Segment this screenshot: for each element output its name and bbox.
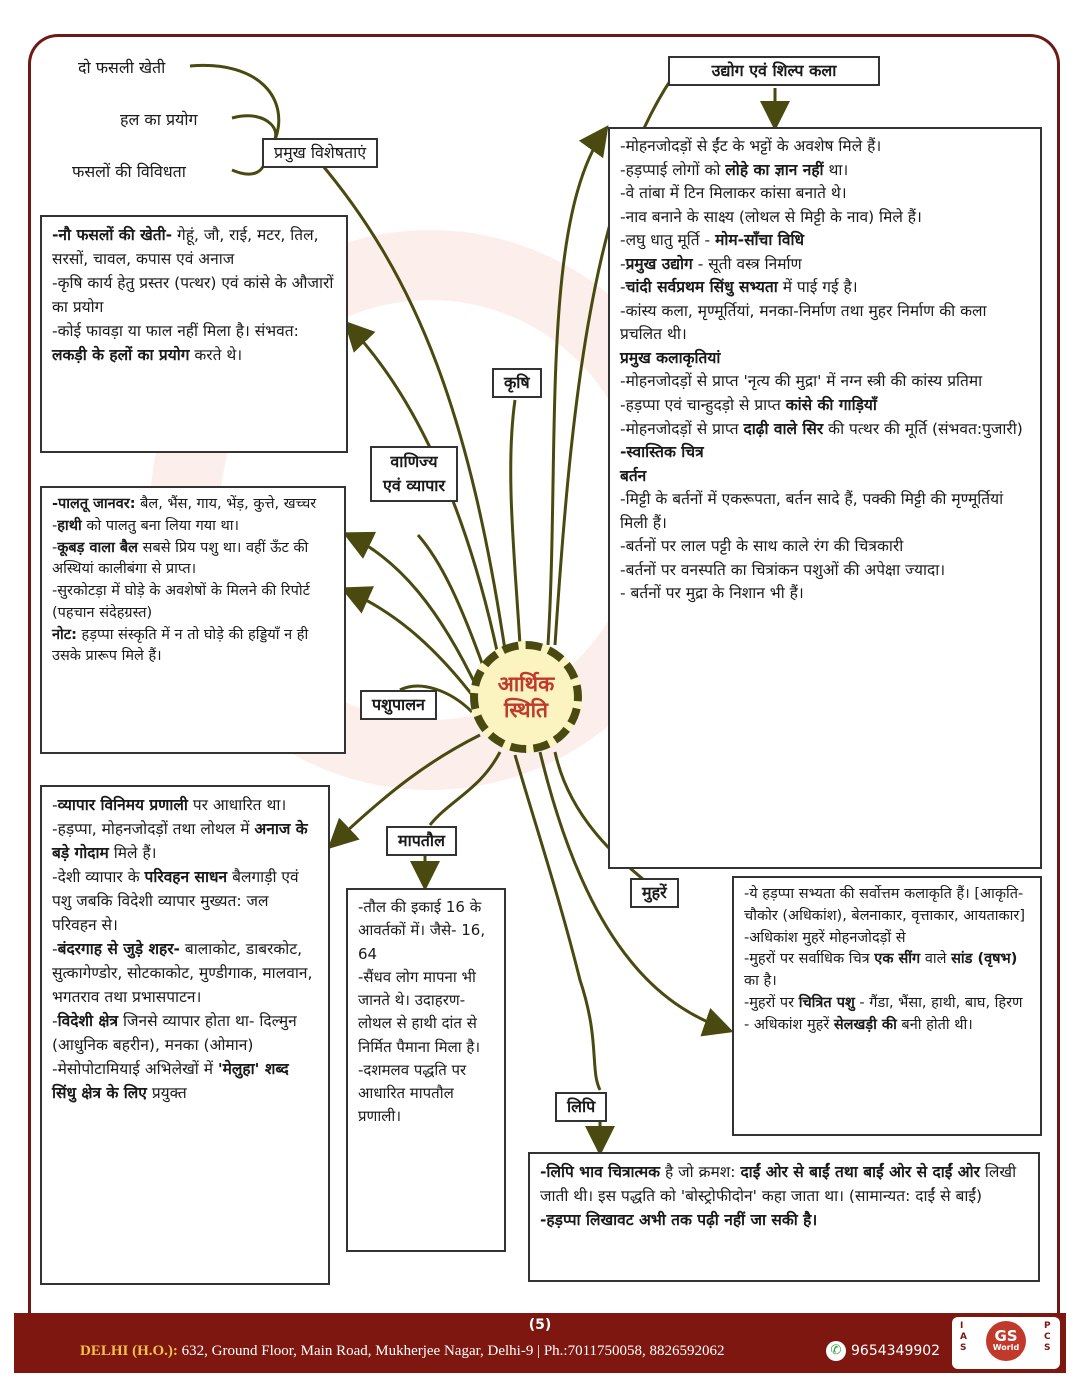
footer-hq: DELHI (H.O.): <box>80 1343 178 1359</box>
animal-item: नोट: हड़प्पा संस्कृति में न तो घोड़े की हड्डियाँ न ही उसके प्रारूप मिले हैं। <box>52 626 309 665</box>
trade-item: -विदेशी क्षेत्र जिनसे व्यापार होता था- दिल्मुन (आधुनिक बहरीन), मनका (ओमान) <box>52 1012 297 1055</box>
industry-item: -हड़प्पाई लोगों को लोहे का ज्ञान नहीं था। <box>620 160 849 179</box>
industry-item: -मोहनजोदड़ों से प्राप्त दाढ़ी वाले सिर की पत्थर की मूर्ति (संभवत:पुजारी) <box>620 419 1023 438</box>
industry-item: -कांस्य कला, मृण्मूर्तियां, मनका-निर्माण तथा मुहर निर्माण की कला प्रचलित थी। <box>620 301 987 344</box>
feature-plough: हल का प्रयोग <box>120 110 198 129</box>
footer-whatsapp <box>826 1341 940 1361</box>
agri-item: -नौ फसलों की खेती- गेहूं, जौ, राई, मटर, तिल, सरसों, चावल, कपास एवं अनाज <box>52 226 319 269</box>
industry-item: -नाव बनाने के साक्ष्य (लोथल से मिट्टी के नाव) मिले हैं। <box>620 207 922 226</box>
industry-item: -वे तांबा में टिन मिलाकर कांसा बनाते थे। <box>620 184 847 203</box>
logo-right-text: P C S <box>1044 1321 1051 1353</box>
label-script: लिपि <box>555 1092 607 1122</box>
animal-item: -हाथी को पालतु बना लिया गया था। <box>52 517 240 534</box>
seals-item: -ये हड़प्पा सभ्यता की सर्वोत्तम कलाकृति हैं। [आकृति- चौकोर (अधिकांश), बेलनाकार, वृत्ताकार, आयताकार] <box>744 886 1025 924</box>
footer-bar <box>14 1313 1066 1373</box>
industry-item: -मोहनजोदड़ों से ईंट के भट्टों के अवशेष मिले हैं। <box>620 137 882 155</box>
industry-item: -स्वास्तिक चित्र <box>620 443 704 462</box>
seals-item: -मुहरों पर सर्वाधिक चित्र एक सींग वाले सांड (वृषभ) का है। <box>744 951 1018 989</box>
logo-sub: World <box>992 1343 1020 1352</box>
label-features: प्रमुख विशेषताएं <box>262 138 378 168</box>
hub-economic-condition <box>470 641 582 753</box>
trade-item: -व्यापार विनिमय प्रणाली पर आधारित था। <box>52 796 287 814</box>
industry-item: -प्रमुख उद्योग - सूती वस्त्र निर्माण <box>620 254 802 273</box>
label-seals: मुहरें <box>630 878 679 908</box>
industry-item: -हड़प्पा एवं चान्हुदड़ो से प्राप्त कांसे की गाड़ियाँ <box>620 396 877 415</box>
whatsapp-icon: ✆ <box>826 1341 846 1361</box>
feature-crop-variety: फसलों की विविधता <box>72 162 186 181</box>
seals-item: -अधिकांश मुहरें मोहनजोदड़ों से <box>744 929 906 946</box>
line-industry <box>548 130 605 645</box>
industry-item: बर्तन <box>620 466 647 485</box>
line-animal-upper <box>348 535 478 690</box>
feature-double-crop: दो फसली खेती <box>78 58 166 77</box>
line-feature-1 <box>190 65 279 140</box>
seals-box <box>732 876 1042 1136</box>
line-animal-mid <box>346 590 476 700</box>
logo-left-text: I A S <box>960 1321 967 1353</box>
trade-box <box>40 785 330 1285</box>
trade-item: -मेसोपोटामियाई अभिलेखों में 'मेलुहा' शब्द सिंधु क्षेत्र के लिए प्रयुक्त <box>52 1060 289 1103</box>
industry-item: - बर्तनों पर मुद्रा के निशान भी हैं। <box>620 584 804 603</box>
measure-item: -तौल की इकाई 16 के आवर्तकों में। जैसे- 16, 64 <box>358 898 486 963</box>
footer-address <box>80 1343 725 1360</box>
line-script <box>515 755 600 1090</box>
script-item: -लिपि भाव चित्रात्मक है जो क्रमश: दाईं ओर से बाईं तथा बाईं ओर से दाईं ओर लिखी जाती थी। इस पद्धति को 'बोस्ट्रोफीदोन' कहा जाता था। (सामान्यत: दाईं से बाईं) <box>540 1163 1017 1206</box>
label-industry-craft: उद्योग एवं शिल्प कला <box>668 56 880 86</box>
script-box <box>528 1152 1040 1282</box>
script-item: -हड़प्पा लिखावट अभी तक पढ़ी नहीं जा सकी है। <box>540 1211 818 1230</box>
seals-item: - अधिकांश मुहरें सेलखड़ी की बनी होती थी। <box>744 1016 973 1033</box>
label-trade: वाणिज्य एवं व्यापार <box>370 446 458 502</box>
agri-item: -कृषि कार्य हेतु प्रस्तर (पत्थर) एवं कांसे के औजारों का प्रयोग <box>52 274 334 317</box>
animal-box <box>40 486 346 754</box>
logo-gs: GS <box>994 1327 1018 1345</box>
industry-item: -बर्तनों पर वनस्पति का चित्रांकन पशुओं की अपेक्षा ज्यादा। <box>620 560 946 579</box>
hub-line-1: आर्थिक <box>497 671 555 696</box>
line-feature-3 <box>232 158 265 174</box>
measure-item: -दशमलव पद्धति पर आधारित मापतौल प्रणाली। <box>358 1060 467 1126</box>
animal-item: -सुरकोटड़ा में घोड़े के अवशेषों के मिलने की रिपोर्ट (पहचान संदेहग्रस्त) <box>52 583 310 621</box>
footer-address-text: 632, Ground Floor, Main Road, Mukherjee Nagar, Delhi-9 | Ph.:7011750058, 8826592062 <box>181 1343 725 1359</box>
label-measurement: मापतौल <box>386 826 457 856</box>
line-measure <box>430 752 500 825</box>
hub-line-2: स्थिति <box>503 698 549 722</box>
industry-item: प्रमुख कलाकृतियां <box>620 348 721 367</box>
industry-box <box>608 127 1042 869</box>
page-number: (5) <box>528 1317 552 1333</box>
industry-item: -लघु धातु मूर्ति - मोम-साँचा विधि <box>620 231 804 250</box>
animal-item: -कूबड़ वाला बैल सबसे प्रिय पशु था। वहीं ऊँट की अस्थियां कालीबंगा से प्राप्त। <box>52 539 309 578</box>
label-agriculture: कृषि <box>492 368 542 398</box>
measure-item: -सैंधव लोग मापना भी जानते थे। उदाहरण- लोथल से हाथी दांत से निर्मित पैमाना मिला है। <box>358 967 481 1056</box>
measure-box <box>346 888 506 1252</box>
whatsapp-number: 9654349902 <box>851 1343 941 1359</box>
agri-box <box>40 215 348 453</box>
industry-item: -मिट्टी के बर्तनों में एकरूपता, बर्तन सादे हैं, पक्की मिट्टी की मृण्मूर्तियां मिली हैं। <box>620 490 1004 532</box>
seals-item: -मुहरों पर चित्रित पशु - गैंडा, भैंसा, हाथी, बाघ, हिरण <box>744 994 1023 1011</box>
agri-item: -कोई फावड़ा या फाल नहीं मिला है। संभवत: लकड़ी के हलों का प्रयोग करते थे। <box>52 322 299 365</box>
trade-item: -देशी व्यापार के परिवहन साधन बैलगाड़ी एवं पशु जबकि विदेशी व्यापार मुख्यत: जल परिवहन से। <box>52 868 299 935</box>
logo-mark <box>986 1321 1026 1361</box>
gs-world-logo <box>952 1317 1060 1369</box>
trade-item: -हड़प्पा, मोहनजोदड़ों तथा लोथल में अनाज के बड़े गोदाम मिले हैं। <box>52 820 308 863</box>
industry-item: -मोहनजोदड़ों से प्राप्त 'नृत्य की मुद्रा' में नग्न स्त्री की कांस्य प्रतिमा <box>620 372 983 391</box>
animal-item: -पालतू जानवर: बैल, भैंस, गाय, भेंड़, कुत्ते, खच्चर <box>52 496 317 512</box>
label-animal-husbandry: पशुपालन <box>360 690 437 720</box>
trade-item: -बंदरगाह से जुड़े शहर- बालाकोट, डाबरकोट, सुत्कागेण्डोर, सोटकाकोट, मुण्डीगाक, मालवान, भगतराव तथा प्रभासपाटन। <box>52 940 313 1007</box>
line-trade <box>418 535 488 680</box>
industry-item: -बर्तनों पर लाल पट्टी के साथ काले रंग की चित्रकारी <box>620 537 904 556</box>
industry-item: -चांदी सर्वप्रथम सिंधु सभ्यता में पाई गई है। <box>620 278 858 297</box>
line-agri-label <box>511 400 520 645</box>
